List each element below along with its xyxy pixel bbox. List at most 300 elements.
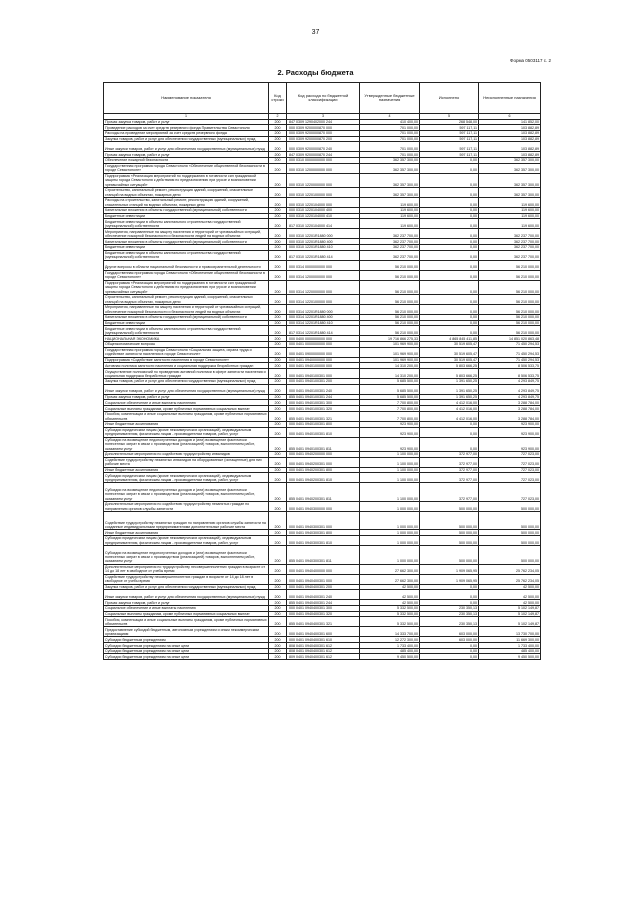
- row-line-code: 200: [269, 627, 287, 637]
- row-name: Закупка товаров, работ и услуг для обеспечения государственных (муниципальных) нужд: [104, 584, 269, 590]
- row-unexecuted: 8 506 533,75: [479, 363, 541, 369]
- table-row: [104, 643, 541, 649]
- row-approved: 42 500,00: [360, 600, 420, 606]
- table-row: [104, 280, 541, 294]
- row-approved: 923 900,00: [360, 427, 420, 437]
- row-classification-code: 000 0310 1220000000 000: [287, 173, 360, 187]
- row-classification-code: 808 0401 0940400301 612: [287, 643, 360, 649]
- header-approved: Утвержденные бюджетные назначения: [360, 83, 420, 114]
- table-row: [104, 457, 541, 467]
- row-classification-code: 000 0401 0940100000 000: [287, 363, 360, 369]
- row-classification-code: 000 0310 1220100000 000: [287, 187, 360, 197]
- table-row: [104, 260, 541, 270]
- row-approved: 56 210 000,00: [360, 260, 420, 270]
- row-approved: 9 450 500,00: [360, 654, 420, 660]
- row-executed: 0,00: [420, 260, 479, 270]
- row-unexecuted: 8 506 533,75: [479, 369, 541, 379]
- row-classification-code: 000 0401 0940100301 800: [287, 421, 360, 427]
- row-executed: 1 391 650,25: [420, 384, 479, 394]
- row-executed: 0,00: [420, 173, 479, 187]
- row-name: Пособия, компенсации и иные социальные выплаты гражданам, кроме публичных нормативных обязательств: [105, 412, 267, 421]
- row-executed: 0,00: [420, 187, 479, 197]
- table-row: [104, 270, 541, 280]
- table-row: [104, 173, 541, 187]
- row-approved: 42 500,00: [360, 584, 420, 590]
- row-unexecuted: 500 000,00: [479, 511, 541, 530]
- row-classification-code: 000 0314 0000000000 000: [287, 260, 360, 270]
- row-unexecuted: 362 237 700,00: [479, 239, 541, 245]
- row-name: Капитальные вложения в объекты государственной (муниципальной) собственности: [104, 239, 269, 245]
- row-executed: 372 977,00: [420, 457, 479, 467]
- row-name: Прочая закупка товаров, работ и услуг: [104, 152, 269, 158]
- expenses-table: [103, 82, 541, 660]
- row-unexecuted: 362 237 700,00: [479, 244, 541, 250]
- row-line-code: 200: [269, 590, 287, 600]
- row-unexecuted: 3 288 784,00: [479, 411, 541, 421]
- row-name: Бюджетные инвестиции: [104, 244, 269, 250]
- row-classification-code: 000 0401 0940400000 000: [287, 564, 360, 574]
- row-line-code: 200: [269, 451, 287, 457]
- row-name: Осуществление полномочий по проведению активной политики в сфере занятости населения и социальная поддержка безработных граждан: [104, 369, 269, 379]
- table-row: [104, 501, 541, 511]
- row-executed: 603 000,00: [420, 627, 479, 637]
- row-approved: 1 100 000,00: [360, 483, 420, 502]
- row-unexecuted: 5 102 149,87: [479, 617, 541, 627]
- row-unexecuted: 103 882,89: [479, 142, 541, 152]
- row-approved: 1 000 000,00: [360, 530, 420, 536]
- row-executed: 0,00: [420, 280, 479, 294]
- row-unexecuted: 362 357 300,00: [479, 187, 541, 197]
- row-line-code: 200: [269, 643, 287, 649]
- row-name: Бюджетные инвестиции в объекты капитального строительства государственной (муниципальной) собственности: [104, 326, 269, 336]
- row-classification-code: 817 0314 12201R1880 414: [287, 326, 360, 336]
- row-executed: 500 000,00: [420, 536, 479, 546]
- row-name: Социальное обеспечение и иные выплаты населению: [104, 606, 269, 612]
- row-classification-code: 000 0401 0940400301 200: [287, 584, 360, 590]
- row-name: Дополнительные мероприятия по трудоустройству несовершеннолетних граждан в возрасте от 14 до 18 лет в свободное от учебы время: [104, 564, 269, 574]
- row-executed: 0,00: [420, 584, 479, 590]
- row-name: Иные закупки товаров, работ и услуг для обеспечения государственных (муниципальных) нужд: [104, 590, 269, 600]
- row-classification-code: 855 0401 0940400301 244: [287, 600, 360, 606]
- table-row: [104, 187, 541, 197]
- row-line-code: 200: [269, 564, 287, 574]
- row-classification-code: 000 0401 0940400301 320: [287, 611, 360, 617]
- row-executed: 597 117,11: [420, 136, 479, 142]
- row-classification-code: 000 0310 1200000000 000: [287, 163, 360, 173]
- row-unexecuted: 103 882,89: [479, 136, 541, 142]
- column-number: 1: [104, 114, 269, 120]
- row-classification-code: 000 0314 12201R1880 400: [287, 314, 360, 320]
- row-line-code: 200: [269, 606, 287, 612]
- row-approved: 5 332 500,00: [360, 617, 420, 627]
- row-classification-code: 855 0401 0940100301 811: [287, 437, 360, 451]
- row-line-code: 200: [269, 437, 287, 451]
- row-line-code: 200: [269, 207, 287, 213]
- row-approved: 119 600,00: [360, 213, 420, 219]
- row-name: Бюджетные инвестиции: [104, 213, 269, 219]
- row-approved: 5 332 500,00: [360, 611, 420, 617]
- row-line-code: 200: [269, 617, 287, 627]
- form-code: Форма 0503117 с. 2: [510, 58, 551, 63]
- row-executed: 0,00: [420, 239, 479, 245]
- header-indicator-name: Наименование показателя: [104, 83, 269, 114]
- row-unexecuted: 71 450 294,53: [479, 357, 541, 363]
- row-classification-code: 000 0314 1200000000 000: [287, 270, 360, 280]
- row-classification-code: 809 0401 0940400301 612: [287, 654, 360, 660]
- row-classification-code: 855 0401 0940200301 811: [287, 483, 360, 502]
- row-classification-code: 000 0401 0940400301 000: [287, 574, 360, 584]
- row-unexecuted: 727 023,00: [479, 457, 541, 467]
- row-line-code: 200: [269, 406, 287, 412]
- row-classification-code: 000 0314 12201R1880 000: [287, 304, 360, 314]
- row-classification-code: 000 0401 0940100301 300: [287, 400, 360, 406]
- table-body: [104, 119, 541, 660]
- row-executed: 0,00: [420, 590, 479, 600]
- row-executed: 0,00: [420, 229, 479, 239]
- row-line-code: 200: [269, 611, 287, 617]
- row-line-code: 200: [269, 130, 287, 136]
- row-classification-code: 817 0310 1220104000 414: [287, 219, 360, 229]
- table-row: [104, 584, 541, 590]
- row-name: Иные закупки товаров, работ и услуг для обеспечения государственных (муниципальных) нужд: [104, 384, 269, 394]
- row-approved: 1 100 000,00: [360, 467, 420, 473]
- table-row: [104, 219, 541, 229]
- row-unexecuted: 3 288 784,00: [479, 406, 541, 412]
- row-name: Строительство, капитальный ремонт, реконструкция зданий, сооружений, спасательных станций на водных объектах, пожарных депо: [104, 294, 269, 304]
- row-line-code: 200: [269, 270, 287, 280]
- row-executed: 0,00: [420, 250, 479, 260]
- table-row: [104, 394, 541, 400]
- row-line-code: 200: [269, 654, 287, 660]
- row-classification-code: 000 0400 0000000000 000: [287, 336, 360, 342]
- row-approved: 362 237 700,00: [360, 229, 420, 239]
- row-name: Бюджетные инвестиции в объекты капитального строительства государственной (муниципальной) собственности: [104, 250, 269, 260]
- row-name: Другие вопросы в области национальной безопасности и правоохранительной деятельности: [104, 260, 269, 270]
- column-number: 2: [269, 114, 287, 120]
- row-approved: 14 310 200,00: [360, 369, 420, 379]
- row-approved: 362 237 700,00: [360, 239, 420, 245]
- row-executed: 1 909 065,95: [420, 574, 479, 584]
- row-classification-code: 000 0309 9200000870 000: [287, 130, 360, 136]
- row-unexecuted: 56 210 000,00: [479, 320, 541, 326]
- row-line-code: 200: [269, 600, 287, 606]
- row-line-code: 200: [269, 197, 287, 207]
- row-name: НАЦИОНАЛЬНАЯ ЭКОНОМИКА: [104, 336, 269, 342]
- row-unexecuted: 71 450 294,53: [479, 342, 541, 348]
- row-unexecuted: 727 023,00: [479, 473, 541, 483]
- row-name: Субсидии на возмещение недополученных доходов и (или) возмещение фактически понесенных затрат в связи с производством (реализацией) товаров, выполнением работ, оказанием услуг: [104, 483, 269, 502]
- row-line-code: 200: [269, 314, 287, 320]
- row-unexecuted: 727 023,00: [479, 451, 541, 457]
- row-name: Подпрограмма «Реализация мероприятий по поддержанию в готовности сил гражданской защиты города Севастополя к действиям по предназначению при угрозе и возникновении чрезвычайных ситуаций»: [104, 173, 269, 187]
- row-unexecuted: 727 023,00: [479, 483, 541, 502]
- row-classification-code: 000 0401 0940300301 800: [287, 530, 360, 536]
- row-classification-code: 000 0401 0940400301 610: [287, 637, 360, 643]
- row-classification-code: 000 0310 12201R1880 400: [287, 239, 360, 245]
- row-name: Мероприятия, направленные на защиту населения и территорий от чрезвычайных ситуаций, обеспечение пожарной безопасности и безопасности людей на водных объектах: [104, 304, 269, 314]
- row-unexecuted: 42 500,00: [479, 600, 541, 606]
- row-unexecuted: 362 357 300,00: [479, 173, 541, 187]
- row-executed: 597 117,11: [420, 130, 479, 136]
- row-executed: 0,00: [420, 157, 479, 163]
- row-line-code: 200: [269, 213, 287, 219]
- row-classification-code: 000 0401 0940100301 810: [287, 427, 360, 437]
- row-unexecuted: 13 730 700,00: [479, 627, 541, 637]
- row-unexecuted: 4 293 849,75: [479, 384, 541, 394]
- row-approved: 56 210 000,00: [360, 326, 420, 336]
- table-row: [104, 379, 541, 385]
- row-name: Активная политика занятости населения и социальная поддержка безработных граждан: [104, 363, 269, 369]
- row-classification-code: 000 0309 9200000870 240: [287, 142, 360, 152]
- row-approved: 56 210 000,00: [360, 320, 420, 326]
- row-unexecuted: 362 357 300,00: [479, 163, 541, 173]
- row-classification-code: 000 0314 1220100000 000: [287, 294, 360, 304]
- table-row: [104, 163, 541, 173]
- row-line-code: 200: [269, 357, 287, 363]
- table-row: [104, 536, 541, 546]
- row-approved: 923 900,00: [360, 437, 420, 451]
- row-executed: 372 977,00: [420, 467, 479, 473]
- row-classification-code: 000 0310 1220104000 410: [287, 213, 360, 219]
- row-name: Субсидии юридическим лицам (кроме некоммерческих организаций), индивидуальным предпринимателям, физическим лицам - производителям товаров, работ, услуг: [104, 427, 269, 437]
- row-approved: 56 210 000,00: [360, 304, 420, 314]
- header-line-code: Код строки: [269, 83, 287, 114]
- row-executed: 4 412 016,00: [420, 411, 479, 421]
- row-classification-code: 000 0310 1220104000 000: [287, 197, 360, 207]
- row-executed: 230 350,13: [420, 611, 479, 617]
- row-approved: 701 000,00: [360, 152, 420, 158]
- row-name: Социальное обеспечение и иные выплаты населению: [104, 400, 269, 406]
- table-row: [104, 384, 541, 394]
- row-unexecuted: 56 210 000,00: [479, 326, 541, 336]
- table-row: [104, 411, 541, 421]
- row-name: Социальные выплаты гражданам, кроме публичных нормативных социальных выплат: [104, 406, 269, 412]
- row-approved: 101 969 900,00: [360, 357, 420, 363]
- row-executed: 372 977,00: [420, 473, 479, 483]
- column-number: 4: [360, 114, 420, 120]
- row-classification-code: 000 0401 0940100301 200: [287, 379, 360, 385]
- row-approved: 362 357 300,00: [360, 163, 420, 173]
- row-unexecuted: 727 023,00: [479, 467, 541, 473]
- row-approved: 1 100 000,00: [360, 457, 420, 467]
- header-unexecuted: Неисполненные назначения: [479, 83, 541, 114]
- row-name: Дополнительные мероприятия по содействию трудоустройству незанятых граждан по направлению органов службы занятости: [104, 501, 269, 511]
- row-approved: 12 272 300,00: [360, 637, 420, 643]
- table-row: [104, 125, 541, 131]
- row-executed: 1 909 065,95: [420, 564, 479, 574]
- row-executed: 0,00: [420, 163, 479, 173]
- table-row: [104, 473, 541, 483]
- row-line-code: 200: [269, 119, 287, 125]
- row-line-code: 200: [269, 347, 287, 357]
- row-executed: 230 350,13: [420, 617, 479, 627]
- row-executed: 0,00: [420, 654, 479, 660]
- row-executed: 0,00: [420, 294, 479, 304]
- row-line-code: 200: [269, 219, 287, 229]
- row-executed: 603 000,00: [420, 637, 479, 643]
- row-classification-code: 000 0401 0940200301 800: [287, 467, 360, 473]
- row-line-code: 200: [269, 400, 287, 406]
- row-executed: 0,00: [420, 244, 479, 250]
- row-approved: 701 000,00: [360, 130, 420, 136]
- row-approved: 701 000,00: [360, 125, 420, 131]
- table-row: [104, 546, 541, 565]
- row-executed: 0,00: [420, 643, 479, 649]
- row-line-code: 200: [269, 427, 287, 437]
- row-classification-code: 000 0401 0940300301 000: [287, 511, 360, 530]
- row-name: Предоставление субсидий бюджетным, автономным учреждениям и иным некоммерческим организациям: [104, 627, 269, 637]
- table-row: [104, 406, 541, 412]
- table-row: [104, 229, 541, 239]
- row-approved: 119 600,00: [360, 219, 420, 229]
- row-unexecuted: 11 669 300,00: [479, 637, 541, 643]
- table-row: [104, 239, 541, 245]
- table-row: [104, 617, 541, 627]
- row-executed: 1 391 650,25: [420, 394, 479, 400]
- table-row: [104, 400, 541, 406]
- row-executed: 0,00: [420, 437, 479, 451]
- table-row: [104, 483, 541, 502]
- row-name: Расходы на строительство, капитальный ремонт, реконструкцию зданий, сооружений, спасательных станций на водных объектах, пожарных депо: [104, 197, 269, 207]
- table-header-row: [104, 83, 541, 114]
- row-unexecuted: 103 882,89: [479, 125, 541, 131]
- row-line-code: 200: [269, 187, 287, 197]
- row-approved: 27 662 300,00: [360, 564, 420, 574]
- row-approved: 14 333 700,00: [360, 627, 420, 637]
- row-approved: 701 000,00: [360, 142, 420, 152]
- row-name: Капитальные вложения в объекты государственной (муниципальной) собственности: [104, 314, 269, 320]
- row-name: Государственная программа города Севастополя «Социальная защита, охрана труда и содействие занятости населения в городе Севастополе»: [104, 347, 269, 357]
- row-name: Подпрограмма «Реализация мероприятий по поддержанию в готовности сил гражданской защиты города Севастополя к действиям по предназначению при угрозе и возникновении чрезвычайных ситуаций»: [104, 280, 269, 294]
- row-approved: 362 237 700,00: [360, 244, 420, 250]
- row-classification-code: 855 0401 0940400301 321: [287, 617, 360, 627]
- table-row: [104, 590, 541, 600]
- row-approved: 923 900,00: [360, 421, 420, 427]
- row-classification-code: 000 0309 9200000870 000: [287, 125, 360, 131]
- table-row: [104, 357, 541, 363]
- row-unexecuted: 119 600,00: [479, 219, 541, 229]
- row-name: Субсидии бюджетным учреждениям: [104, 637, 269, 643]
- row-classification-code: 817 0310 12201R1880 414: [287, 250, 360, 260]
- row-name: Мероприятия, направленные на защиту населения и территорий от чрезвычайных ситуаций, обеспечение пожарной безопасности и безопасности людей на водных объектах: [104, 229, 269, 239]
- table-row: [104, 363, 541, 369]
- row-line-code: 200: [269, 136, 287, 142]
- row-executed: 500 000,00: [420, 511, 479, 530]
- row-classification-code: 000 0401 0940200301 000: [287, 457, 360, 467]
- row-line-code: 200: [269, 336, 287, 342]
- header-classification-code: Код расхода по бюджетной классификации: [287, 83, 360, 114]
- row-approved: 7 700 800,00: [360, 406, 420, 412]
- row-executed: 372 977,00: [420, 451, 479, 457]
- row-approved: 19 716 866 275,33: [360, 336, 420, 342]
- row-line-code: 200: [269, 457, 287, 467]
- row-line-code: 200: [269, 363, 287, 369]
- row-line-code: 200: [269, 473, 287, 483]
- row-approved: 362 357 300,00: [360, 157, 420, 163]
- row-classification-code: 000 0401 0940100301 240: [287, 384, 360, 394]
- table-row: [104, 347, 541, 357]
- row-classification-code: 000 0314 12201R1880 410: [287, 320, 360, 326]
- row-line-code: 200: [269, 467, 287, 473]
- row-unexecuted: 485 400,00: [479, 648, 541, 654]
- row-unexecuted: 119 600,00: [479, 213, 541, 219]
- row-executed: 0,00: [420, 320, 479, 326]
- row-name: Государственная программа города Севастополя «Обеспечение общественной безопасности в городе Севастополе»: [104, 270, 269, 280]
- row-line-code: 200: [269, 250, 287, 260]
- row-unexecuted: 362 237 700,00: [479, 250, 541, 260]
- row-approved: 362 357 300,00: [360, 187, 420, 197]
- row-unexecuted: 14 851 020 863,48: [479, 336, 541, 342]
- row-name: Субсидии юридическим лицам (кроме некоммерческих организаций), индивидуальным предпринимателям, физическим лицам - производителям товаров, работ, услуг: [104, 473, 269, 483]
- row-name: Проведение расходов за счет средств резервного фонда Правительства Севастополя: [104, 125, 269, 131]
- row-approved: 1 733 400,00: [360, 643, 420, 649]
- row-line-code: 200: [269, 173, 287, 187]
- row-unexecuted: 25 762 234,05: [479, 574, 541, 584]
- row-unexecuted: 119 600,00: [479, 197, 541, 207]
- row-approved: 1 000 000,00: [360, 536, 420, 546]
- row-line-code: 200: [269, 369, 287, 379]
- row-unexecuted: 103 882,89: [479, 130, 541, 136]
- table-row: [104, 142, 541, 152]
- row-line-code: 200: [269, 421, 287, 427]
- row-line-code: 200: [269, 229, 287, 239]
- row-approved: 56 210 000,00: [360, 270, 420, 280]
- table-row: [104, 511, 541, 530]
- row-approved: 5 685 500,00: [360, 379, 420, 385]
- table-row: [104, 451, 541, 457]
- row-unexecuted: 103 882,89: [479, 152, 541, 158]
- table-row: [104, 304, 541, 314]
- row-name: Прочая закупка товаров, работ и услуг: [104, 600, 269, 606]
- row-classification-code: 808 0401 0940400301 612: [287, 648, 360, 654]
- table-row: [104, 627, 541, 637]
- row-line-code: 200: [269, 584, 287, 590]
- row-executed: 597 117,11: [420, 125, 479, 131]
- row-classification-code: 855 0401 0940300301 811: [287, 546, 360, 565]
- row-line-code: 200: [269, 394, 287, 400]
- row-classification-code: 855 0401 0940100301 321: [287, 411, 360, 421]
- row-name: Иные бюджетные ассигнования: [104, 530, 269, 536]
- row-executed: 500 000,00: [420, 530, 479, 536]
- row-unexecuted: 56 210 000,00: [479, 270, 541, 280]
- row-unexecuted: 5 102 149,87: [479, 611, 541, 617]
- row-line-code: 200: [269, 411, 287, 421]
- row-line-code: 200: [269, 530, 287, 536]
- row-unexecuted: 42 500,00: [479, 584, 541, 590]
- row-approved: 1 100 000,00: [360, 451, 420, 457]
- row-name: Социальные выплаты гражданам, кроме публичных нормативных социальных выплат: [104, 611, 269, 617]
- row-classification-code: 000 0310 1220104000 400: [287, 207, 360, 213]
- row-executed: 372 977,00: [420, 483, 479, 502]
- table-row: [104, 197, 541, 207]
- row-unexecuted: 5 102 149,87: [479, 606, 541, 612]
- row-approved: 410 400,00: [360, 119, 420, 125]
- row-line-code: 200: [269, 260, 287, 270]
- row-line-code: 200: [269, 536, 287, 546]
- column-number: 5: [420, 114, 479, 120]
- row-unexecuted: 56 210 000,00: [479, 280, 541, 294]
- row-unexecuted: 42 500,00: [479, 590, 541, 600]
- row-executed: 500 000,00: [420, 546, 479, 565]
- row-unexecuted: 56 210 000,00: [479, 294, 541, 304]
- table-row: [104, 369, 541, 379]
- row-name: Прочая закупка товаров, работ и услуг: [104, 394, 269, 400]
- row-approved: 56 210 000,00: [360, 280, 420, 294]
- row-executed: 597 117,11: [420, 142, 479, 152]
- row-unexecuted: 1 733 400,00: [479, 643, 541, 649]
- row-line-code: 200: [269, 501, 287, 511]
- row-approved: 1 000 000,00: [360, 546, 420, 565]
